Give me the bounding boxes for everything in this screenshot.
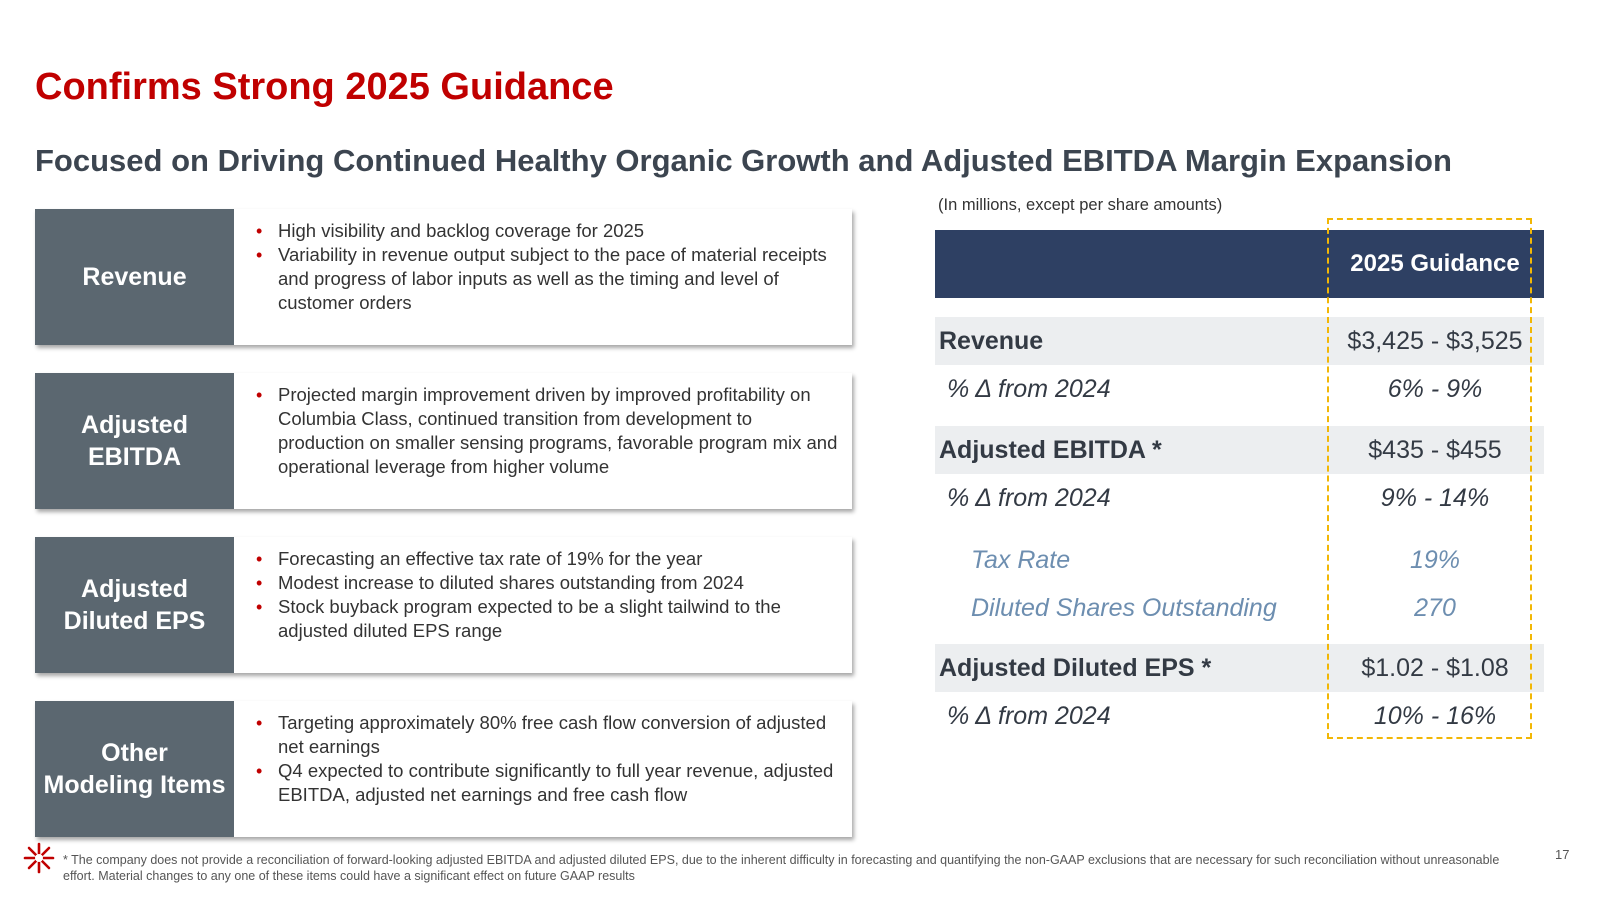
table-row-adjusted-diluted-eps — [935, 644, 1544, 692]
table-row-tax-rate — [935, 536, 1544, 584]
row-label-adjusted-ebitda: Adjusted EBITDA — [35, 373, 234, 509]
table-row-eps-growth — [935, 692, 1544, 740]
units-note: (In millions, except per share amounts) — [938, 196, 1223, 214]
column-header-2025-guidance: 2025 Guidance — [1350, 250, 1520, 277]
table-row-value: $3,425 - $3,525 — [1347, 326, 1523, 355]
table-row-label: % Δ from 2024 — [947, 374, 1111, 403]
table-row-adjusted-ebitda — [935, 426, 1544, 474]
table-row-value: 10% - 16% — [1373, 701, 1497, 730]
table-row-label: Adjusted EBITDA * — [939, 435, 1162, 464]
bullet-item: • Modest increase to diluted shares outstanding from 2024 — [253, 571, 842, 595]
slide-subtitle: Focused on Driving Continued Healthy Organic Growth and Adjusted EBITDA Margin Expansion — [35, 143, 1452, 178]
adjusted-ebitda-row — [35, 373, 852, 509]
footnote: * The company does not provide a reconciliation of forward-looking adjusted EBITDA and adjusted diluted EPS, due to the inherent difficulty in forecasting and quantifying the non-GAAP exclusions that are necessary for such reconciliation without unreasonable effort. Material changes to any one of these items could have a significant effect on future GAAP results — [63, 853, 1500, 883]
bullet-list — [253, 219, 842, 315]
table-row-value: 9% - 14% — [1380, 483, 1490, 512]
row-label-revenue: Revenue — [35, 209, 234, 345]
bullet-item: • Forecasting an effective tax rate of 19% for the year — [253, 547, 842, 571]
bullet-item: • High visibility and backlog coverage for 2025 — [253, 219, 842, 243]
company-logo-icon — [22, 841, 56, 875]
other-modeling-items-row — [35, 701, 852, 837]
table-row-label: % Δ from 2024 — [947, 483, 1111, 512]
table-row-label: Tax Rate — [971, 545, 1071, 574]
revenue-row — [35, 209, 852, 345]
table-row-value: 6% - 9% — [1387, 374, 1483, 403]
table-row-value: $1.02 - $1.08 — [1361, 653, 1509, 682]
adjusted-diluted-eps-row — [35, 537, 852, 673]
table-row-value: 19% — [1409, 545, 1461, 574]
table-row-value: 270 — [1414, 593, 1456, 622]
row-label-other-modeling-items: Other Modeling Items — [35, 701, 234, 837]
table-row-revenue — [935, 317, 1544, 365]
bullet-item: • Projected margin improvement driven by improved profitability on Columbia Class, continued transition from development to production on smaller sensing programs, favorable program mix and operational leverage from higher volume — [253, 383, 842, 479]
bullet-item: • Variability in revenue output subject to the pace of material receipts and progress of labor inputs as well as the timing and level of customer orders — [253, 243, 842, 315]
bullet-item: • Stock buyback program expected to be a slight tailwind to the adjusted diluted EPS range — [253, 595, 842, 643]
table-row-label: Diluted Shares Outstanding — [971, 593, 1277, 622]
table-row-value: $435 - $455 — [1368, 435, 1502, 464]
bullet-list — [253, 547, 842, 643]
slide-title: Confirms Strong 2025 Guidance — [35, 66, 614, 108]
table-row-label: % Δ from 2024 — [947, 701, 1111, 730]
table-row-ebitda-growth — [935, 474, 1544, 522]
bullet-list — [253, 711, 842, 807]
table-row-label: Revenue — [939, 326, 1044, 355]
table-row-revenue-growth — [935, 365, 1544, 413]
page-number: 17 — [1555, 847, 1570, 862]
bullet-list — [253, 383, 842, 479]
table-row-label: Adjusted Diluted EPS * — [939, 653, 1212, 682]
bullet-item: • Q4 expected to contribute significantly to full year revenue, adjusted EBITDA, adjusted net earnings and free cash flow — [253, 759, 842, 807]
table-row-diluted-shares — [935, 584, 1544, 632]
row-label-adjusted-diluted-eps: Adjusted Diluted EPS — [35, 537, 234, 673]
bullet-item: • Targeting approximately 80% free cash flow conversion of adjusted net earnings — [253, 711, 842, 759]
